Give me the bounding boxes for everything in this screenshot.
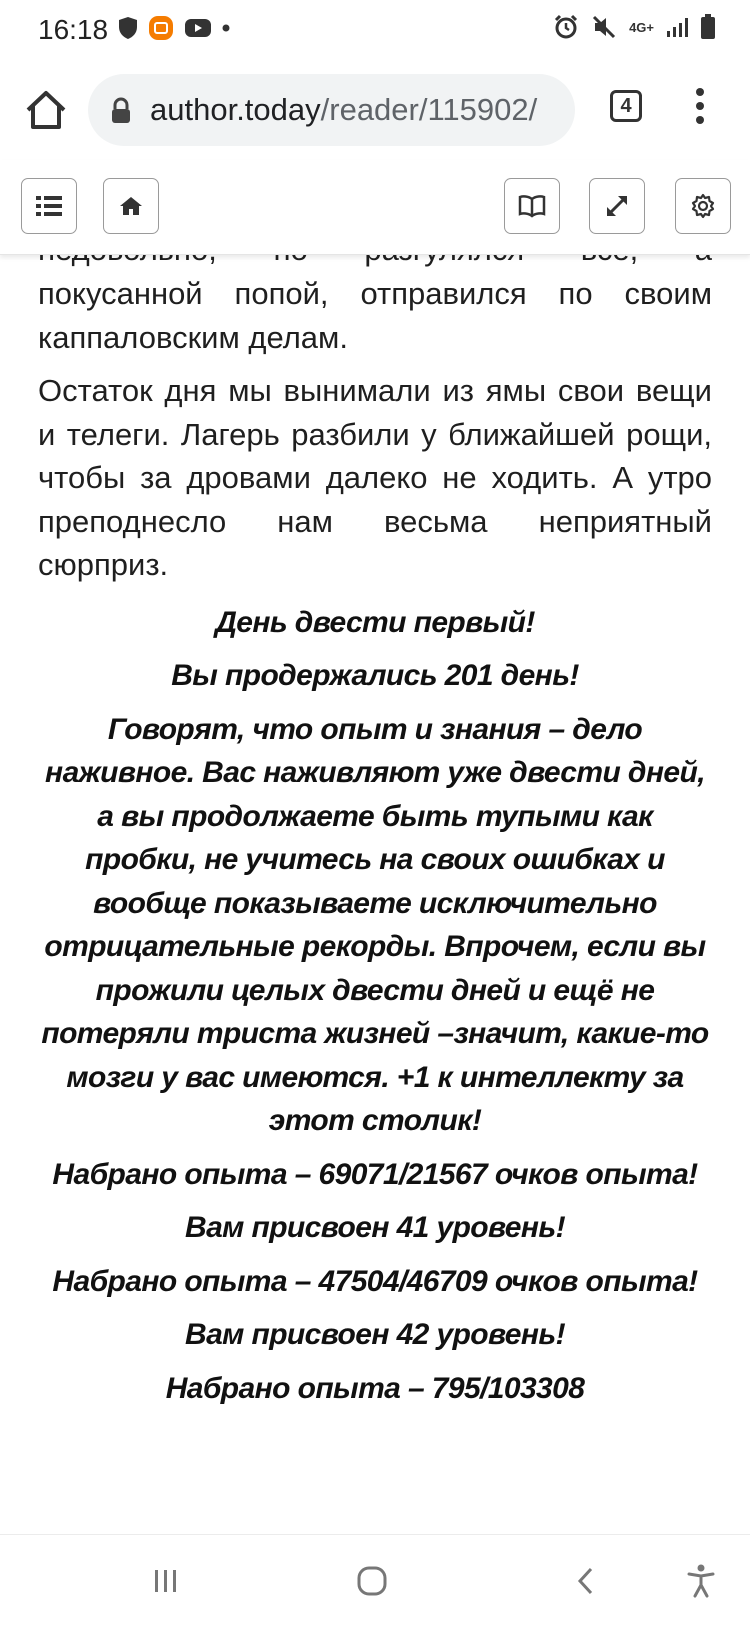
fullscreen-button[interactable] — [589, 178, 645, 234]
tab-switcher-button[interactable]: 4 — [610, 90, 642, 122]
game-message: Набрано опыта – 795/103308 — [165, 1371, 585, 1405]
book-icon — [518, 195, 546, 217]
paragraph: Остаток дня мы вынимали из ямы свои вещи и телеги. Лагерь разбили у ближайшей рощи, чтобы за дровами далеко не ходить. А утро преподнесло нам весьма неприятный сюрприз. — [38, 373, 712, 582]
fullscreen-icon — [604, 193, 630, 219]
back-button[interactable] — [566, 1563, 606, 1599]
reader-home-button[interactable] — [103, 178, 159, 234]
gear-icon — [690, 193, 716, 219]
menu-dot — [696, 88, 704, 96]
back-icon — [576, 1566, 596, 1596]
menu-dot — [696, 102, 704, 110]
browser-home-button[interactable] — [22, 86, 70, 134]
accessibility-button[interactable] — [681, 1563, 721, 1599]
browser-toolbar — [0, 60, 750, 160]
recents-button[interactable] — [146, 1563, 186, 1599]
mute-icon — [591, 14, 617, 40]
game-message: Говорят, что опыт и знания – дело наживное. Вас наживляют уже двести дней, а вы продолжаете быть тупыми как пробки, не учитесь на своих ошибках и вообще показываете исключительно отрицательные рекорды. Впрочем, если вы прожили целых двести дней и ещё не потеряли триста жизней –значит, какие-то мозги у вас имеются. +1 к интеллекту за этот столик! — [41, 712, 709, 1137]
game-message: Вам присвоен 41 уровень! — [185, 1211, 565, 1244]
status-time: 16:18 — [38, 14, 109, 45]
network-type-label: 4G+ — [629, 19, 654, 35]
contents-list-icon — [35, 194, 63, 218]
youtube-icon — [184, 17, 212, 39]
status-bar — [0, 0, 750, 60]
home-icon — [119, 196, 143, 216]
game-message: День двести первый! — [215, 605, 535, 639]
game-message: Набрано опыта – 69071/21567 очков опыта! — [52, 1157, 698, 1191]
game-message: Вы продержались 201 день! — [171, 659, 579, 692]
more-notifications-dot-icon — [222, 24, 230, 32]
lock-icon — [110, 98, 132, 124]
game-message: Вам присвоен 42 уровень! — [185, 1318, 565, 1351]
game-message: Набрано опыта – 47504/46709 очков опыта! — [52, 1264, 698, 1298]
signal-icon — [666, 16, 688, 38]
system-navigation-bar — [0, 1534, 750, 1626]
recents-icon — [152, 1567, 180, 1595]
shield-icon — [118, 16, 138, 40]
menu-dot — [696, 116, 704, 124]
reader-toolbar — [0, 160, 750, 255]
book-mode-button[interactable] — [504, 178, 560, 234]
nav-home-button[interactable] — [352, 1563, 392, 1599]
home-circle-icon — [356, 1565, 388, 1597]
alarm-icon — [553, 14, 579, 40]
home-outline-icon — [22, 86, 70, 134]
browser-menu-button[interactable] — [692, 88, 708, 128]
address-bar[interactable] — [88, 74, 575, 146]
partially-hidden-line — [0, 254, 750, 272]
url-host: author.today — [150, 92, 321, 127]
accessibility-icon — [686, 1564, 716, 1598]
reader-content — [0, 254, 750, 1534]
contents-button[interactable] — [21, 178, 77, 234]
system-icons — [553, 14, 716, 40]
paragraph: покусанной попой, отправился по своим каппаловским делам. — [38, 276, 712, 355]
notification-icons — [118, 15, 230, 41]
settings-button[interactable] — [675, 178, 731, 234]
url-path: /reader/115902/ — [320, 92, 538, 127]
battery-icon — [700, 14, 716, 40]
url-text — [150, 92, 537, 128]
mi-app-icon — [148, 15, 174, 41]
